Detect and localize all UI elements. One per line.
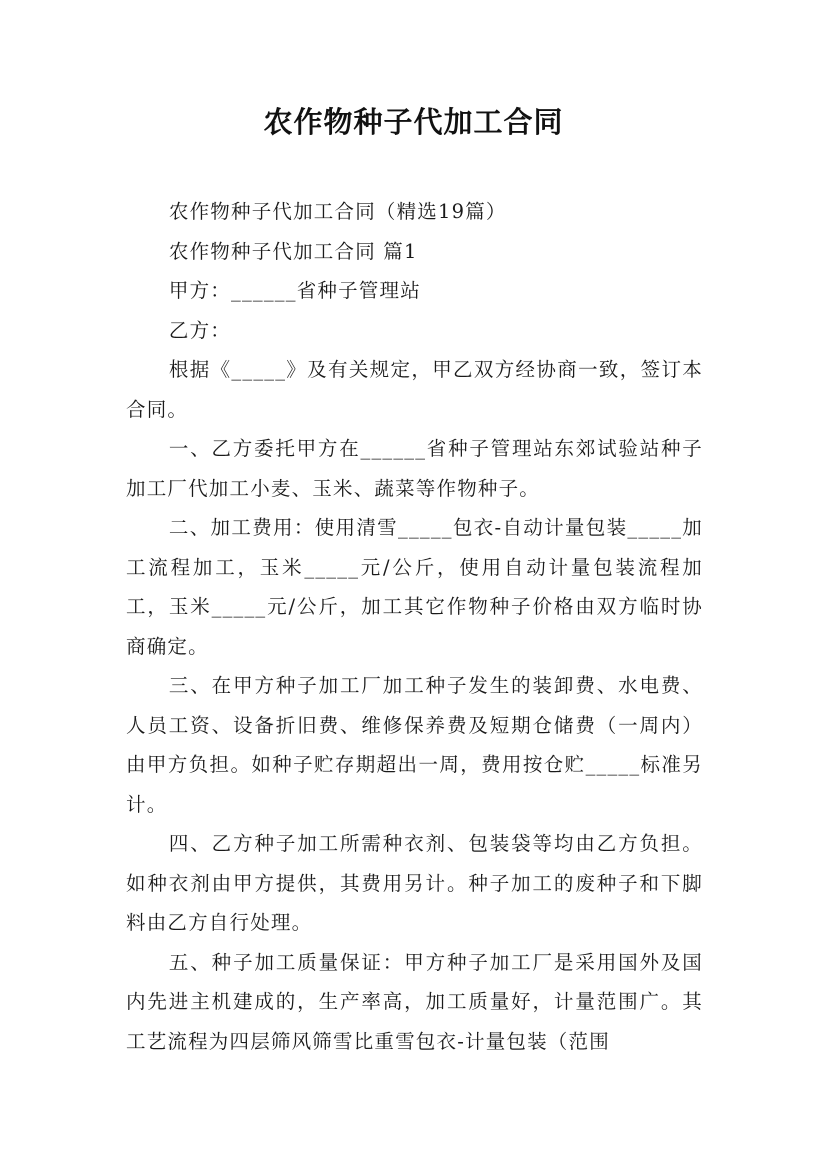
paragraph-clause-5: 五、种子加工质量保证：甲方种子加工厂是采用国外及国内先进主机建成的，生产率高，加工质量好，计量范围广。其工艺流程为四层筛风筛雪比重雪包衣-计量包装（范围: [126, 950, 703, 1053]
paragraph-clause-4: 四、乙方种子加工所需种衣剂、包装袋等均由乙方负担。如种衣剂由甲方提供，其费用另计。种子加工的废种子和下脚料由乙方自行处理。: [126, 832, 703, 934]
document-title: 农作物种子代加工合同: [263, 105, 564, 139]
paragraph-subtitle: 农作物种子代加工合同（精选19篇）: [168, 200, 507, 223]
document-body: [126, 192, 703, 1061]
paragraph-party-b: 乙方：: [168, 318, 231, 342]
paragraph-clause-3: 三、在甲方种子加工厂加工种子发生的装卸费、水电费、人员工资、设备折旧费、维修保养费及短期仓储费（一周内）由甲方负担。如种子贮存期超出一周，费用按仓贮_____标准另计。: [126, 674, 703, 816]
paragraph-clause-1: 一、乙方委托甲方在______省种子管理站东郊试验站种子加工厂代加工小麦、玉米、蔬菜等作物种子。: [126, 437, 703, 500]
paragraph-preamble: 根据《_____》及有关规定，甲乙双方经协商一致，签订本合同。: [126, 358, 703, 421]
paragraph-party-a: 甲方：______省种子管理站: [168, 279, 421, 302]
paragraph-clause-2: 二、加工费用：使用清雪_____包衣-自动计量包装_____加工流程加工，玉米_____元/公斤，使用自动计量包装流程加工，玉米_____元/公斤，加工其它作物种子价格由双方临时协商确定。: [126, 516, 703, 658]
paragraph-section-heading: 农作物种子代加工合同 篇1: [168, 239, 418, 263]
